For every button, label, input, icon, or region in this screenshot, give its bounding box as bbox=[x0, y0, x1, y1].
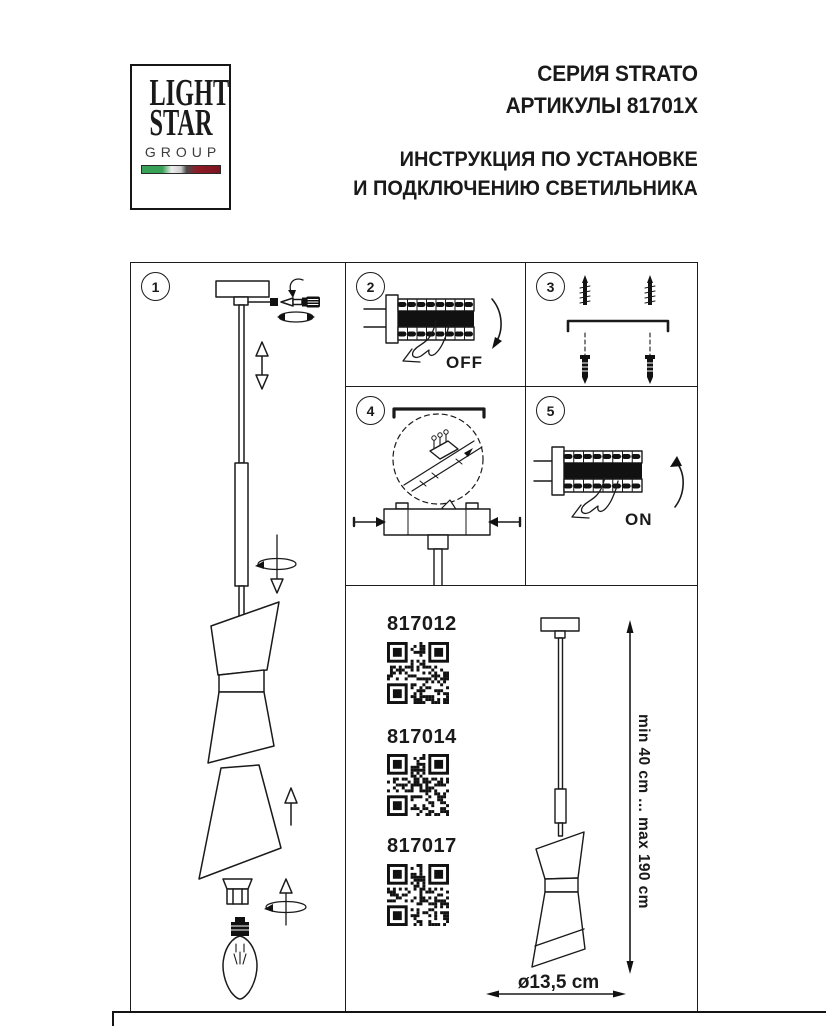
article-label-1: 817012 bbox=[387, 613, 457, 635]
pendant-exploded-diagram bbox=[131, 263, 348, 1012]
off-label: OFF bbox=[446, 353, 483, 372]
step-panel-2 bbox=[345, 262, 529, 390]
series-title: СЕРИЯ STRATO bbox=[537, 61, 698, 86]
step-panel-5 bbox=[525, 386, 698, 589]
height-range-label: min 40 cm ... max 190 cm bbox=[635, 714, 652, 909]
logo-word-group: GROUP bbox=[144, 144, 222, 160]
on-label: ON bbox=[625, 510, 653, 529]
logo-word-star: STAR bbox=[149, 102, 213, 144]
step-badge-2: 2 bbox=[356, 272, 385, 301]
step-badge-1: 1 bbox=[141, 272, 170, 301]
header-text bbox=[353, 58, 698, 203]
step-badge-3: 3 bbox=[536, 272, 565, 301]
step-badge-5: 5 bbox=[536, 396, 565, 425]
qr-code bbox=[387, 864, 449, 926]
step-panel-1 bbox=[130, 262, 349, 1013]
qr-code bbox=[387, 642, 449, 704]
step-panel-3 bbox=[525, 262, 698, 390]
italian-flag-stripe-icon bbox=[141, 165, 221, 174]
article-label-2: 817014 bbox=[387, 726, 457, 748]
articles-title: АРТИКУЛЫ 81701X bbox=[505, 93, 698, 118]
article-label-3: 817017 bbox=[387, 835, 457, 857]
instruction-title-line1: ИНСТРУКЦИЯ ПО УСТАНОВКЕ bbox=[399, 148, 698, 171]
step-panel-4 bbox=[345, 386, 529, 589]
step-badge-4: 4 bbox=[356, 396, 385, 425]
instruction-title-line2: И ПОДКЛЮЧЕНИЮ СВЕТИЛЬНИКА bbox=[353, 177, 698, 200]
products-panel bbox=[345, 585, 698, 1013]
lightstar-logo bbox=[130, 64, 231, 210]
qr-code bbox=[387, 754, 449, 816]
diameter-label: ø13,5 cm bbox=[517, 972, 600, 993]
logo-word-light: LIGHT bbox=[149, 72, 230, 114]
